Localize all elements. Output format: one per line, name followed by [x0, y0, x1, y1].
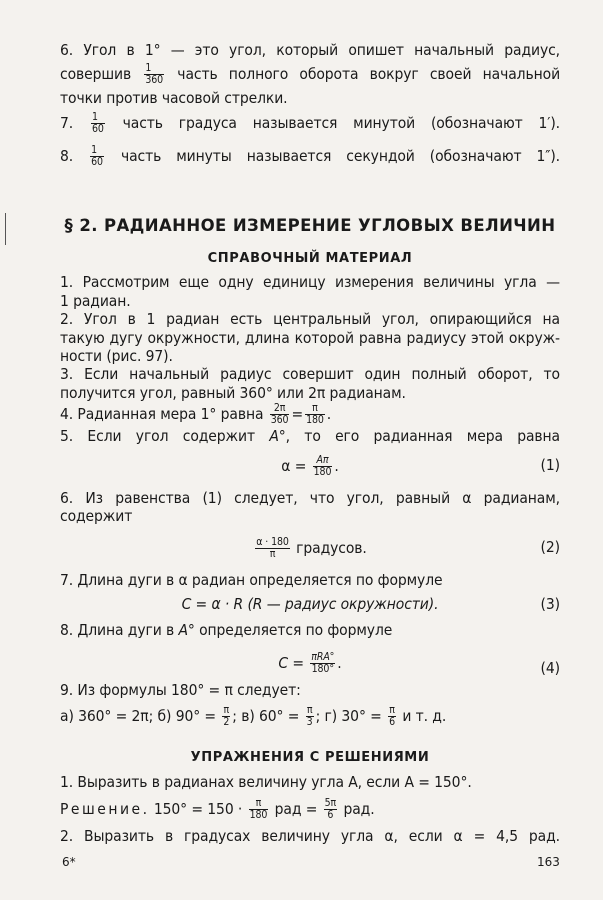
solution-end: рад.	[343, 800, 375, 818]
frac-num: 1	[91, 112, 105, 124]
item-7	[60, 112, 560, 135]
fraction-pi-6	[388, 705, 396, 728]
fraction-alpha180-pi	[255, 537, 290, 560]
solution-1	[60, 798, 560, 821]
equation-number-2: (2)	[540, 538, 560, 556]
fraction-pi-2	[222, 705, 230, 728]
equation-number-1: (1)	[540, 456, 560, 474]
frac-den: 360	[145, 74, 164, 86]
frac-num: π	[223, 704, 230, 716]
eq3-text: C = α · R (R — радиус окружности).	[181, 595, 439, 613]
item-6-line-1	[60, 40, 560, 60]
exercise-1-text: 1. Выразить в радианах величину угла A, если A = 150°.	[60, 773, 472, 791]
para-1-text-2: 1 радиан.	[60, 292, 131, 310]
fraction-1-60	[90, 145, 104, 168]
frac-num: 2π	[270, 403, 290, 415]
frac-den: 2	[223, 716, 230, 728]
exercise-2-text: 2. Выразить в градусах величину угла α, если α = 4,5 рад.	[60, 827, 560, 845]
eq4-lhs: C =	[278, 654, 304, 672]
signature-mark: 6*	[62, 855, 76, 869]
example-g: ; г) 30° =	[315, 707, 382, 725]
example-v: ; в) 60° =	[232, 707, 300, 725]
equation-2	[60, 537, 560, 560]
equation-3	[60, 594, 560, 614]
fraction-1-60	[91, 112, 105, 135]
frac-num: π	[306, 704, 313, 716]
frac-den: 360	[270, 414, 289, 426]
item-6-line-2	[60, 63, 560, 86]
item-6-post: часть полного оборота вокруг своей начальной	[177, 65, 561, 83]
fraction-api-180	[313, 455, 333, 478]
equals-sign: =	[291, 405, 304, 423]
para-9-text: 9. Из формулы 180° = π следует:	[60, 681, 301, 699]
para-5-var: A°	[269, 427, 286, 445]
item-8-text: часть минуты называется секундой (обозначают 1″).	[120, 147, 561, 165]
period: .	[337, 654, 342, 672]
fraction-pi-180	[305, 403, 325, 426]
para-2-line-2	[60, 328, 560, 348]
para-5-post: , то его радианная мера равна	[285, 427, 561, 445]
solution-pre: 150° = 150 ·	[153, 800, 243, 818]
para-3-text-1: 3. Если начальный радиус совершит один полный оборот, то	[60, 365, 560, 383]
para-5-line-1	[60, 426, 560, 446]
para-2-text-2: такую дугу окружности, длина которой равна радиусу этой окруж-	[60, 329, 560, 347]
period: .	[326, 405, 332, 423]
frac-num: π	[305, 403, 325, 415]
frac-num: 5π	[324, 797, 337, 809]
frac-den: 60	[91, 156, 103, 168]
item-6-pre: совершив	[60, 65, 132, 83]
frac-den: 180	[249, 809, 268, 821]
frac-den: 3	[306, 716, 313, 728]
para-9	[60, 680, 560, 700]
fraction-1-360	[144, 63, 164, 86]
para-3-text-2: получится угол, равный 360° или 2π радианам.	[60, 384, 406, 402]
item-7-text: часть градуса называется минутой (обозначают 1′).	[122, 114, 561, 132]
fraction-pi-180	[249, 798, 269, 821]
frac-num: 1	[90, 145, 104, 157]
exercise-2	[60, 826, 560, 846]
para-1-line-1	[60, 272, 560, 292]
item-6-text-1: 6. Угол в 1° — это угол, который опишет начальный радиус,	[60, 41, 560, 59]
item-7-number: 7.	[60, 114, 74, 132]
para-8-post: определяется по формуле	[199, 621, 393, 639]
frac-den: 60	[91, 123, 104, 135]
para-3-line-2	[60, 383, 560, 403]
para-9-examples	[60, 705, 560, 728]
equation-4	[60, 652, 560, 675]
fraction-2pi-360	[270, 403, 290, 426]
frac-den: 180	[313, 466, 332, 478]
frac-num: 1	[144, 63, 164, 75]
equation-number-4: (4)	[540, 659, 560, 677]
example-etc: и т. д.	[402, 707, 447, 725]
para-4-text: 4. Радианная мера 1° равна	[60, 405, 264, 423]
section-title: § 2. РАДИАННОЕ ИЗМЕРЕНИЕ УГЛОВЫХ ВЕЛИЧИН	[64, 216, 556, 235]
page-number: 163	[537, 855, 560, 869]
frac-num: α · 180	[256, 536, 289, 548]
para-1-text-1: 1. Рассмотрим еще одну единицу измерения величины угла —	[60, 273, 560, 291]
para-8-pre: 8. Длина дуги в	[60, 621, 175, 639]
item-8	[60, 145, 560, 168]
margin-mark	[5, 213, 6, 245]
reference-title: СПРАВОЧНЫЙ МАТЕРИАЛ	[207, 251, 413, 266]
para-6-line-1	[60, 488, 560, 508]
item-8-number: 8.	[60, 147, 74, 165]
exercises-title: УПРАЖНЕНИЯ С РЕШЕНИЯМИ	[190, 750, 430, 765]
para-2-text-1: 2. Угол в 1 радиан есть центральный угол, опирающийся на	[60, 310, 560, 328]
fraction-pira-180	[310, 652, 335, 675]
equation-1	[60, 455, 560, 478]
frac-den: 180°	[311, 663, 334, 675]
frac-den: 6	[327, 809, 334, 821]
solution-mid: рад =	[274, 800, 318, 818]
para-8	[60, 620, 560, 640]
frac-num: πRA°	[311, 651, 335, 663]
frac-num: Aπ	[313, 455, 333, 467]
para-5-pre: 5. Если угол содержит	[60, 427, 255, 445]
item-6-text-3: точки против часовой стрелки.	[60, 89, 288, 107]
example-a-b: а) 360° = 2π; б) 90° =	[60, 707, 217, 725]
para-4	[60, 403, 560, 426]
eq2-text: градусов.	[296, 539, 367, 557]
fraction-pi-3	[306, 705, 314, 728]
exercise-1	[60, 772, 560, 792]
para-6-text-2: содержит	[60, 507, 133, 525]
para-6-line-2	[60, 506, 560, 526]
eq1-lhs: α =	[281, 457, 307, 475]
para-2-text-3: ности (рис. 97).	[60, 347, 173, 365]
equation-number-3: (3)	[540, 595, 560, 613]
para-6-text-1: 6. Из равенства (1) следует, что угол, равный α радианам,	[60, 489, 560, 507]
frac-num: π	[249, 798, 269, 810]
fraction-5pi-6	[324, 798, 338, 821]
period: .	[334, 457, 339, 475]
para-3-line-1	[60, 364, 560, 384]
frac-num: π	[389, 704, 395, 716]
para-7	[60, 570, 560, 590]
frac-den: 6	[389, 716, 395, 728]
para-2-line-1	[60, 309, 560, 329]
para-8-var: A°	[178, 621, 195, 639]
frac-den: 180	[306, 414, 324, 426]
para-2-line-3	[60, 346, 560, 366]
para-7-text: 7. Длина дуги в α радиан определяется по формуле	[60, 571, 443, 589]
para-1-line-2	[60, 291, 560, 311]
item-6-line-3	[60, 88, 560, 108]
solution-label: Решение.	[60, 800, 150, 818]
frac-den: π	[269, 548, 276, 560]
